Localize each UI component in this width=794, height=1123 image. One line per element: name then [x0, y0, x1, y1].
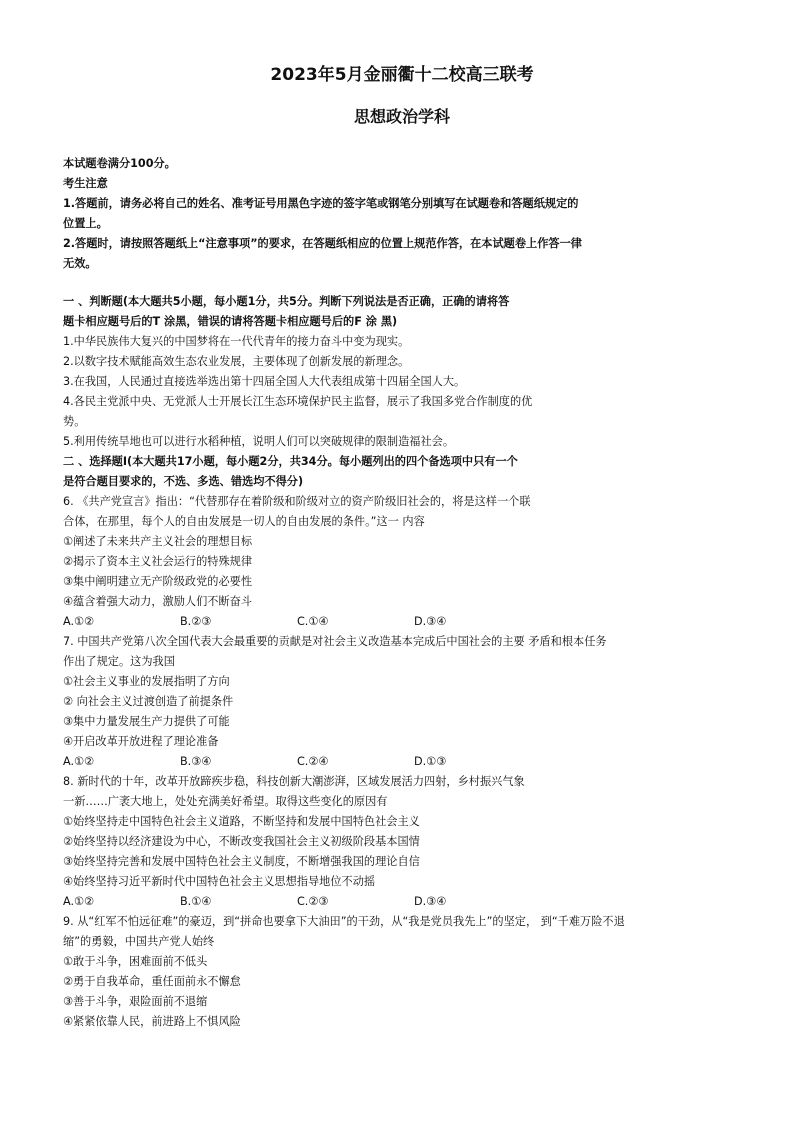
option-d: D.③④ [414, 895, 447, 908]
section1-header: 一 、判断题(本大题共5小题，每小题1分，共5分。判断下列说法是否正确，正确的请将答 [63, 295, 510, 308]
exam-body [63, 154, 743, 1032]
question-stem: 7. 中国共产党第八次全国代表大会最重要的贡献是对社会主义改造基本完成后中国社会的主要 矛盾和根本任务 [63, 635, 607, 648]
option-b: B.①④ [180, 895, 212, 908]
choice-item: ①阐述了未来共产主义社会的理想目标 [63, 535, 253, 548]
answer-options [63, 612, 743, 632]
option-d: D.③④ [414, 615, 447, 628]
section2-header: 是符合题目要求的，不选、多选、错选均不得分) [63, 475, 304, 488]
option-d: D.①③ [414, 755, 447, 768]
note-line: 考生注意 [63, 177, 108, 190]
option-a: A.①② [63, 895, 95, 908]
note-line: 位置上。 [63, 217, 108, 230]
question-stem: 9. 从“红军不怕远征难”的豪迈，到“拼命也要拿下大油田”的干劲，从“我是党员我先上”的坚定， 到“千难万险不退 [63, 915, 625, 928]
question-stem: 合体，在那里，每个人的自由发展是一切人的自由发展的条件。”这一 内容 [63, 515, 425, 528]
option-c: C.②④ [297, 755, 329, 768]
choice-item: ④开启改革开放进程了理论准备 [63, 735, 219, 748]
judgment-item: 3.在我国，人民通过直接选举选出第十四届全国人大代表组成第十四届全国人大。 [63, 375, 466, 388]
question-stem: 8. 新时代的十年，改革开放蹄疾步稳，科技创新大潮澎湃，区域发展活力四射，乡村振兴气象 [63, 775, 525, 788]
exam-title: 2023年5月金丽衢十二校高三联考 [270, 65, 534, 85]
question-stem: 一新……广袤大地上，处处充满美好希望。取得这些变化的原因有 [63, 795, 388, 808]
section1-header: 题卡相应题号后的T 涂黑，错误的请将答题卡相应题号后的F 涂 黑) [63, 315, 398, 328]
subject-title: 思想政治学科 [353, 107, 450, 126]
option-a: A.①② [63, 755, 95, 768]
choice-item: ③善于斗争，艰险面前不退缩 [63, 995, 208, 1008]
judgment-item: 2.以数字技术赋能高效生态农业发展，主要体现了创新发展的新理念。 [63, 355, 410, 368]
choice-item: ③集中阐明建立无产阶级政党的必要性 [63, 575, 253, 588]
judgment-item: 势。 [63, 415, 86, 428]
judgment-item: 1.中华民族伟大复兴的中国梦将在一代代青年的接力奋斗中变为现实。 [63, 335, 410, 348]
answer-options [63, 752, 743, 772]
choice-item: ③集中力量发展生产力提供了可能 [63, 715, 230, 728]
option-a: A.①② [63, 615, 95, 628]
answer-options [63, 892, 743, 912]
choice-item: ④紧紧依靠人民，前进路上不惧风险 [63, 1015, 241, 1028]
choice-item: ③始终坚持完善和发展中国特色社会主义制度，不断增强我国的理论自信 [63, 855, 420, 868]
option-c: C.①④ [297, 615, 329, 628]
option-b: B.③④ [180, 755, 212, 768]
choice-item: ②始终坚持以经济建设为中心，不断改变我国社会主义初级阶段基本国情 [63, 835, 420, 848]
choice-item: ②勇于自我革命，重任面前永不懈怠 [63, 975, 241, 988]
question-stem: 缩”的勇毅，中国共产党人始终 [63, 935, 215, 948]
choice-item: ①社会主义事业的发展指明了方向 [63, 675, 230, 688]
choice-item: ④始终坚持习近平新时代中国特色社会主义思想指导地位不动摇 [63, 875, 376, 888]
choice-item: ② 向社会主义过渡创造了前提条件 [63, 695, 234, 708]
option-c: C.②③ [297, 895, 329, 908]
note-line: 无效。 [63, 257, 97, 270]
choice-item: ④蕴含着强大动力，激励人们不断奋斗 [63, 595, 253, 608]
judgment-item: 4.各民主党派中央、无党派人士开展长江生态环境保护民主监督，展示了我国多党合作制度的优 [63, 395, 533, 408]
choice-item: ②揭示了资本主义社会运行的特殊规律 [63, 555, 253, 568]
question-stem: 6. 《共产党宣言》指出：“代替那存在着阶级和阶级对立的资产阶级旧社会的，将是这样一个联 [63, 495, 531, 508]
note-line: 本试题卷满分100分。 [63, 157, 176, 170]
section2-header: 二 、选择题Ⅰ(本大题共17小题，每小题2分，共34分。每小题列出的四个备选项中只有一个 [63, 455, 518, 468]
note-line: 2.答题时，请按照答题纸上“注意事项”的要求，在答题纸相应的位置上规范作答，在本试题卷上作答一律 [63, 237, 582, 250]
option-b: B.②③ [180, 615, 212, 628]
question-stem: 作出了规定。这为我国 [63, 655, 175, 668]
note-line: 1.答题前，请务必将自己的姓名、准考证号用黑色字迹的签字笔或钢笔分别填写在试题卷和答题纸规定的 [63, 197, 579, 210]
choice-item: ①始终坚持走中国特色社会主义道路，不断坚持和发展中国特色社会主义 [63, 815, 420, 828]
judgment-item: 5.利用传统旱地也可以进行水稻种植，说明人们可以突破规律的限制造福社会。 [63, 435, 455, 448]
choice-item: ①敢于斗争，困难面前不低头 [63, 955, 208, 968]
